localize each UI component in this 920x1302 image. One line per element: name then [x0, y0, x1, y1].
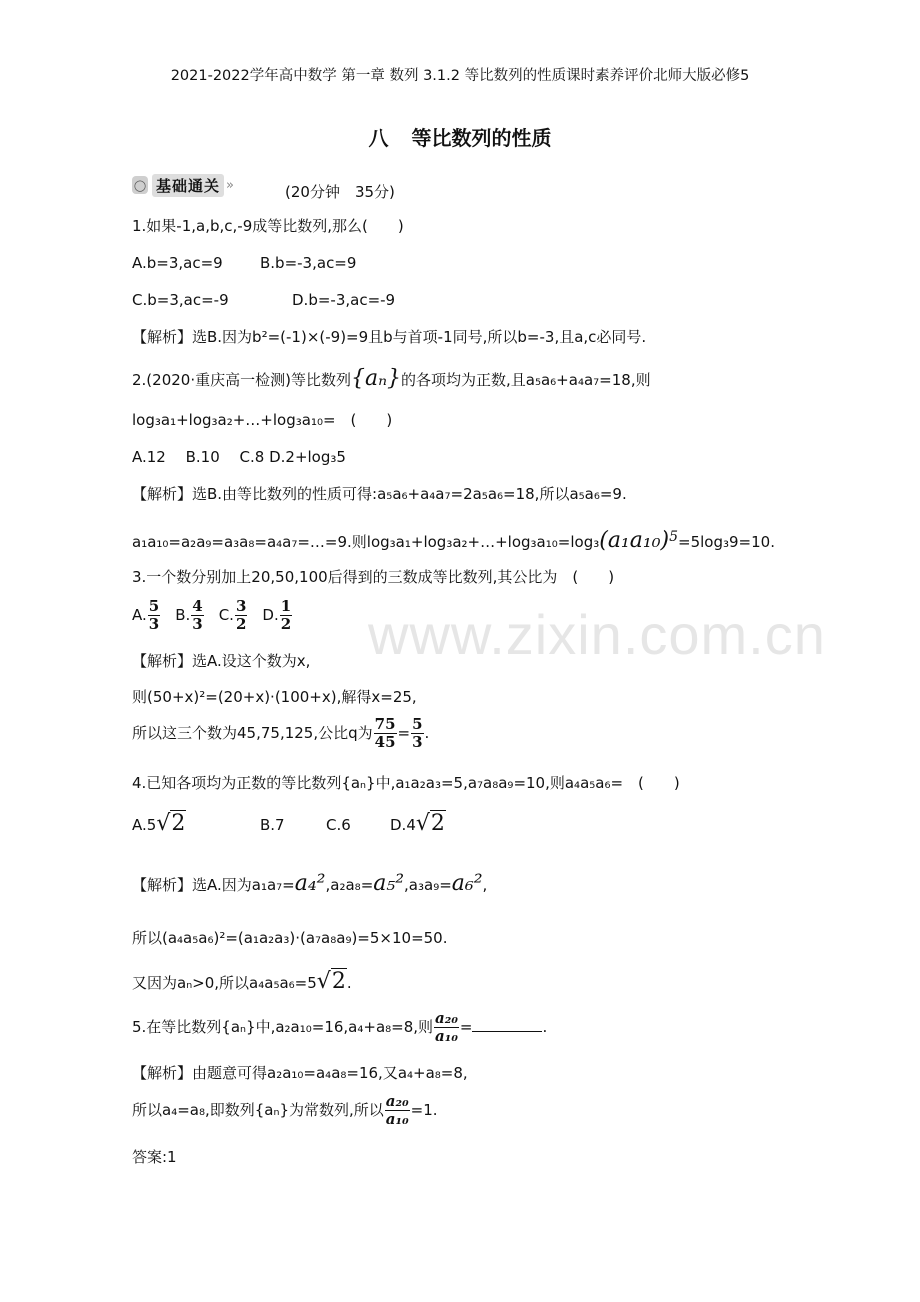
q4-option-d: D.4√2 — [390, 811, 445, 836]
answer-blank[interactable] — [472, 1017, 542, 1032]
q2-stem-line2: log₃a₁+log₃a₂+…+log₃a₁₀= ( ) — [132, 411, 393, 429]
q1-option-c: C.b=3,ac=-9 — [132, 291, 229, 309]
title-text: 等比数列的性质 — [411, 126, 552, 150]
option-label: C. — [218, 606, 234, 624]
q4-solution-line1 — [132, 873, 487, 896]
q4-solution-line3-a: 又因为aₙ>0,所以a₄a₅a₆=5 — [132, 974, 317, 992]
q4-sep2: ,a₃a₉= — [404, 876, 452, 894]
fraction-a20-a10: $\frac{\text{a₂₀}}{\text{a₁₀}}$ — [435, 1009, 458, 1045]
q2-stem-line1 — [132, 368, 651, 391]
q4-solution-line2: 所以(a₄a₅a₆)²=(a₁a₂a₃)·(a₇a₈a₉)=5×10=50. — [132, 929, 448, 947]
sqrt-icon: √2 — [415, 811, 445, 836]
q3-solution-line2: 则(50+x)²=(20+x)·(100+x),解得x=25, — [132, 688, 417, 706]
q4-square-a4: a₄² — [294, 871, 326, 896]
q5-stem-a: 5.在等比数列{aₙ}中,a₂a₁₀=16,a₄+a₈=8,则 — [132, 1018, 434, 1036]
q4-options — [132, 813, 446, 836]
q4-solution-line3 — [132, 971, 352, 994]
page-title — [0, 124, 920, 152]
fraction-a20-a10: $\frac{\text{a₂₀}}{\text{a₁₀}}$ — [385, 1092, 409, 1128]
q3-option-a — [132, 598, 161, 633]
lightbulb-icon: ◯ — [132, 176, 148, 194]
section-badge — [132, 174, 234, 196]
q4-option-c: C.6 — [326, 816, 351, 834]
q1-option-a: A.b=3,ac=9 — [132, 254, 223, 272]
q2-solution-line2-b: =5log₃9=10. — [678, 533, 775, 551]
q3-solution-line3 — [132, 716, 429, 751]
watermark: www.zixin.com.cn — [368, 603, 826, 666]
q2-sequence: {aₙ} — [350, 366, 401, 391]
option-label: D. — [262, 606, 279, 624]
q1-options-row2 — [132, 289, 395, 311]
option-fraction: $\frac{4}{3}$ — [192, 597, 203, 633]
period: . — [424, 724, 430, 742]
q3-solution-line1: 【解析】选A.设这个数为x, — [132, 652, 311, 670]
q2-solution-line2 — [132, 526, 775, 553]
double-chevron-icon: » — [226, 177, 234, 193]
section-timing: (20分钟 35分) — [285, 183, 395, 201]
q5-stem — [132, 1010, 547, 1045]
q1-solution: 【解析】选B.因为b²=(-1)×(-9)=9且b与首项-1同号,所以b=-3,且a,c必同号. — [132, 328, 647, 346]
q1-stem: 1.如果-1,a,b,c,-9成等比数列,那么( ) — [132, 217, 404, 235]
section-badge-label: 基础通关 — [152, 174, 224, 197]
equals-sign: = — [397, 724, 411, 742]
q5-solution-line2-b: =1. — [410, 1101, 438, 1119]
q4-square-a5: a₅² — [373, 871, 405, 896]
q3-stem: 3.一个数分别加上20,50,100后得到的三数成等比数列,其公比为 ( ) — [132, 568, 615, 586]
fraction-75-45: $\frac{75}{45}$ — [374, 715, 396, 751]
q2-solution-product: (a₁a₁₀) — [599, 528, 670, 553]
q2-stem-b: 的各项均为正数,且a₅a₆+a₄a₇=18,则 — [401, 371, 651, 389]
option-fraction: $\frac{3}{2}$ — [235, 597, 247, 633]
q2-solution-line2-a: a₁a₁₀=a₂a₉=a₃a₈=a₄a₇=…=9.则log₃a₁+log₃a₂+…+log₃a₁₀=log₃ — [132, 533, 600, 551]
q3-option-b — [175, 598, 205, 633]
q5-stem-c: . — [542, 1018, 548, 1036]
fraction-5-3: $\frac{5}{3}$ — [412, 715, 423, 751]
sqrt-icon: √2 — [316, 969, 346, 994]
q2-solution-exponent: 5 — [669, 529, 679, 545]
q4-stem: 4.已知各项均为正数的等比数列{aₙ}中,a₁a₂a₃=5,a₇a₈a₉=10,则a₄a₅a₆= ( ) — [132, 774, 680, 792]
q3-option-c — [219, 598, 249, 633]
q3-option-d — [262, 598, 293, 633]
sqrt-icon: √2 — [156, 811, 186, 836]
document-header: 2021-2022学年高中数学 第一章 数列 3.1.2 等比数列的性质课时素养评价北师大版必修5 — [170, 68, 750, 84]
q2-options: A.12 B.10 C.8 D.2+log₃5 — [132, 448, 346, 466]
q4-square-a6: a₆² — [451, 871, 483, 896]
q2-stem-a: 2.(2020·重庆高一检测)等比数列 — [132, 371, 351, 389]
q3-options — [132, 598, 307, 633]
q5-solution-line2-a: 所以a₄=a₈,即数列{aₙ}为常数列,所以 — [132, 1101, 384, 1119]
q3-solution-line3-a: 所以这三个数为45,75,125,公比q为 — [132, 724, 373, 742]
q4-option-a: A.5√2 — [132, 811, 186, 836]
q4-solution-line1-a: 【解析】选A.因为a₁a₇= — [132, 876, 295, 894]
q5-answer: 答案:1 — [132, 1148, 177, 1166]
q2-solution-line1: 【解析】选B.由等比数列的性质可得:a₅a₆+a₄a₇=2a₅a₆=18,所以a₅a₆=9. — [132, 485, 627, 503]
option-fraction: $\frac{5}{3}$ — [148, 597, 160, 633]
option-label: B. — [175, 606, 191, 624]
period: . — [346, 974, 352, 992]
q5-solution-line2 — [132, 1093, 438, 1128]
q5-solution-line1: 【解析】由题意可得a₂a₁₀=a₄a₈=16,又a₄+a₈=8, — [132, 1064, 468, 1082]
title-number: 八 — [368, 126, 389, 150]
q4-sep3: , — [482, 876, 488, 894]
q1-option-d: D.b=-3,ac=-9 — [292, 291, 396, 309]
option-fraction: $\frac{1}{2}$ — [280, 597, 292, 633]
q5-stem-b: = — [459, 1018, 473, 1036]
q1-option-b: B.b=-3,ac=9 — [260, 254, 357, 272]
q1-options-row1 — [132, 252, 356, 274]
q4-sep1: ,a₂a₈= — [325, 876, 374, 894]
q4-option-b: B.7 — [260, 816, 285, 834]
option-label: A. — [132, 606, 147, 624]
